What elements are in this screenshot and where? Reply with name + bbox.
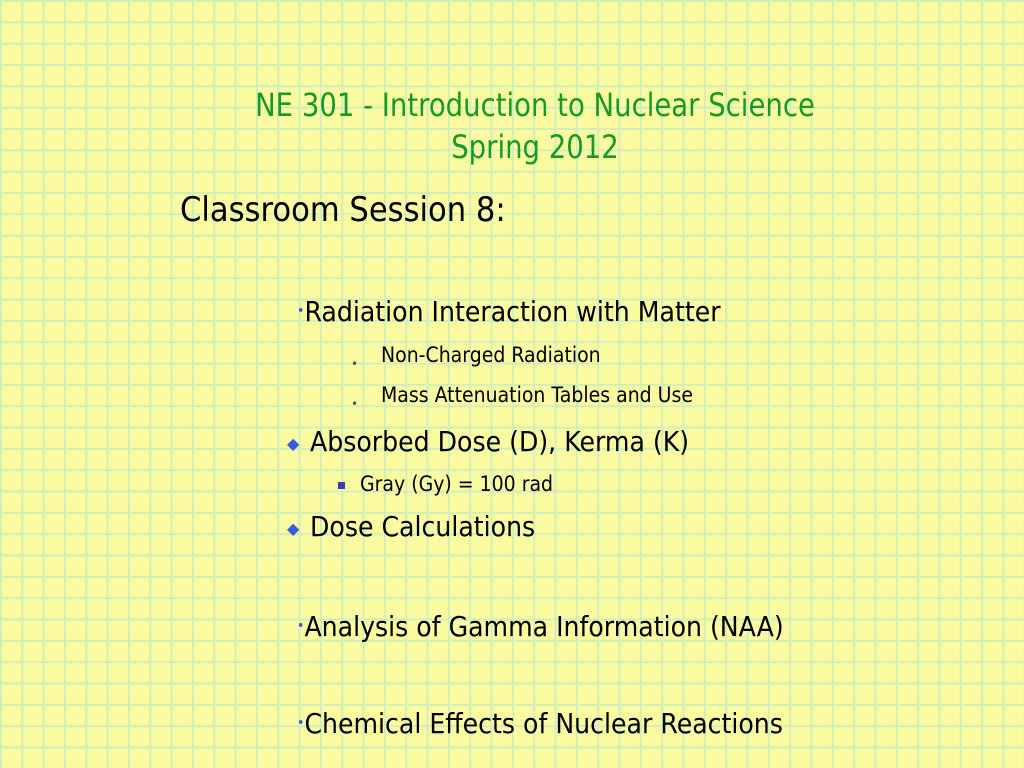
list-item-dose-calculations: Dose Calculations: [310, 510, 536, 543]
list-item-non-charged: Non-Charged Radiation: [381, 343, 601, 367]
list-item-chemical: [297, 707, 783, 740]
list-item-gray: Gray (Gy) = 100 rad: [360, 472, 554, 496]
list-item-label: Chemical Effects of Nuclear Reactions: [304, 707, 783, 740]
list-item-mass-attenuation: Mass Attenuation Tables and Use: [381, 383, 693, 407]
session-heading: Classroom Session 8:: [180, 190, 506, 230]
slide-title: [204, 84, 866, 168]
list-item-absorbed-dose: Absorbed Dose (D), Kerma (K): [310, 425, 690, 458]
diamond-bullet-icon: ◆: [287, 519, 300, 538]
bullet-dot-icon: •: [297, 303, 305, 319]
bullet-dot-icon: •: [297, 715, 305, 731]
bullet-dot-icon: •: [351, 357, 359, 371]
diamond-bullet-icon: ◆: [287, 434, 300, 453]
bullet-dot-icon: •: [297, 618, 305, 634]
list-item-radiation: [297, 295, 721, 328]
list-item-gamma: [297, 610, 784, 643]
title-line-1: NE 301 - Introduction to Nuclear Science: [255, 86, 815, 124]
bullet-dot-icon: •: [351, 397, 359, 411]
square-bullet-icon: [338, 482, 345, 489]
list-item-label: Analysis of Gamma Information (NAA): [304, 610, 784, 643]
title-line-2: Spring 2012: [451, 128, 619, 166]
list-item-label: Radiation Interaction with Matter: [304, 295, 721, 328]
